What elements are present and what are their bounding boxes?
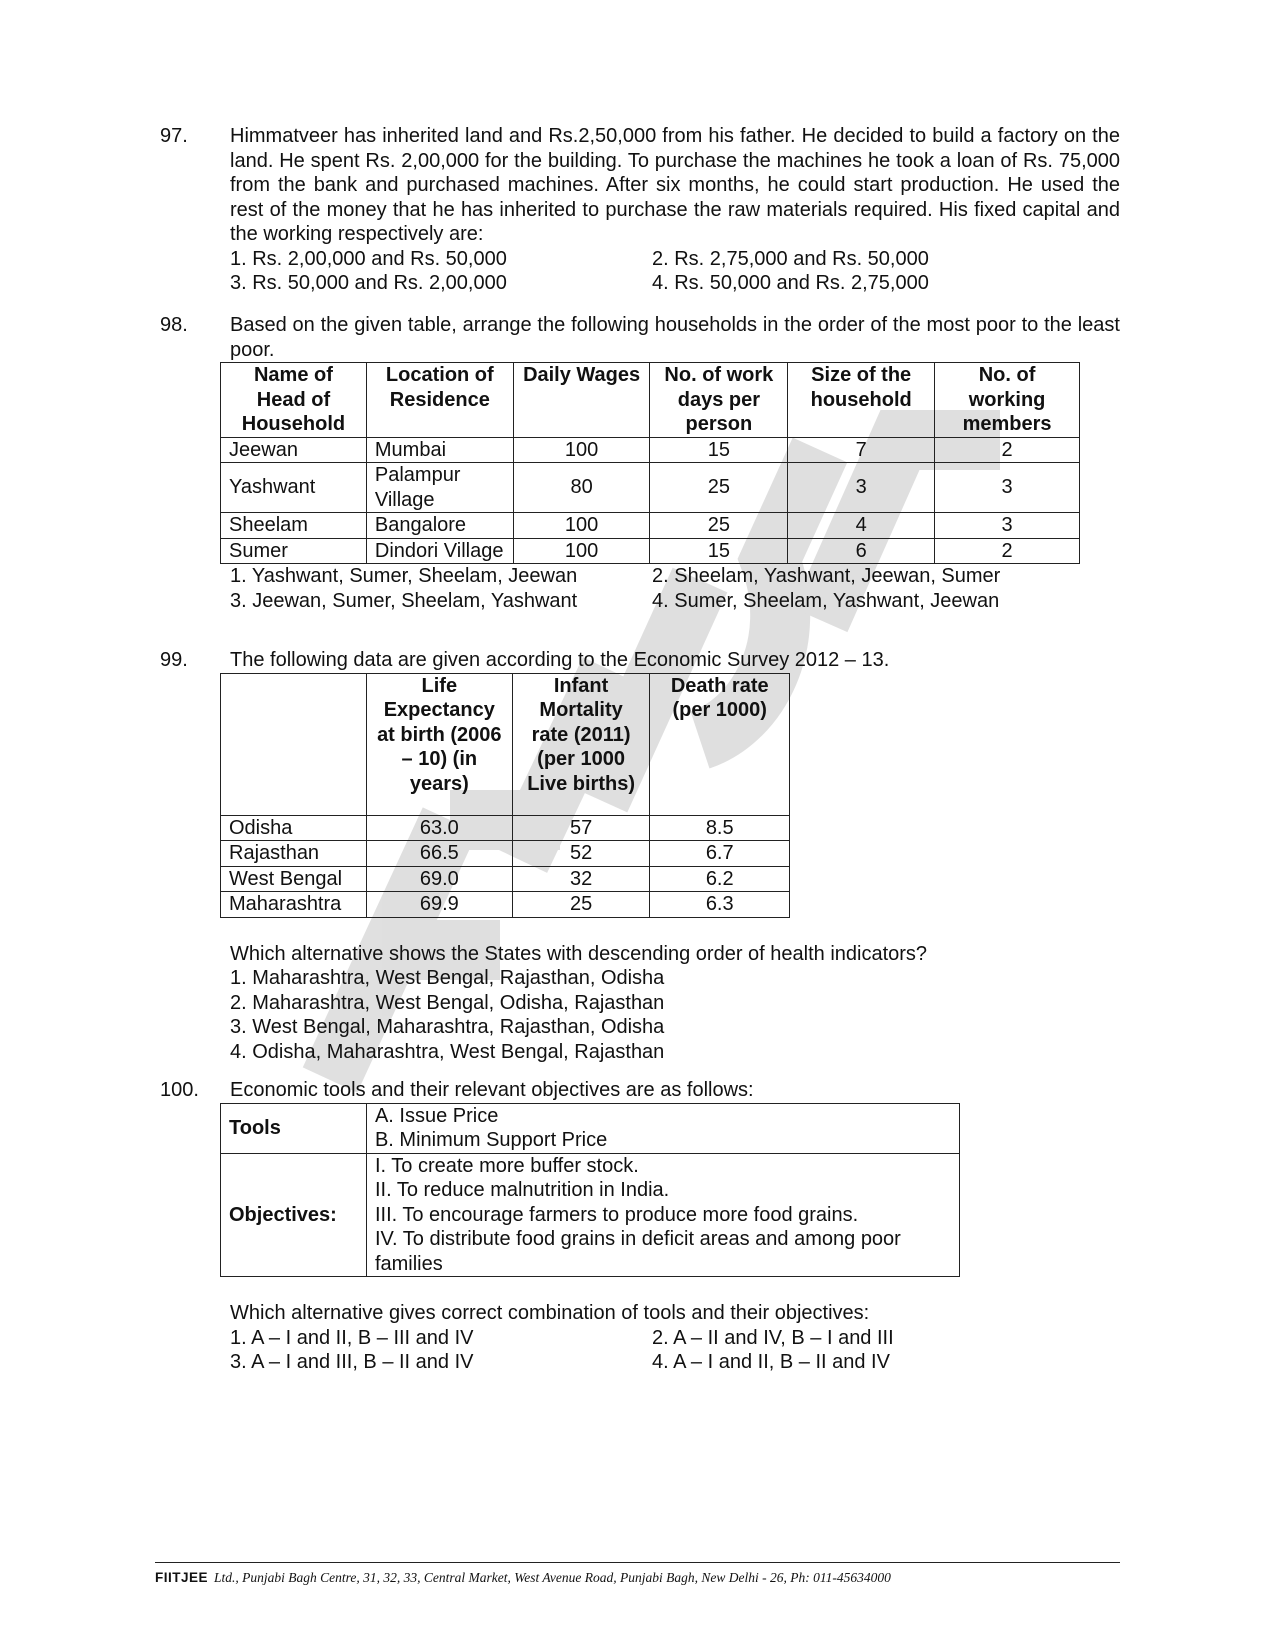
question-number: 99. <box>160 649 188 671</box>
option-4: 4. Sumer, Sheelam, Yashwant, Jeewan <box>652 589 1000 612</box>
table-header-row <box>221 673 790 815</box>
column-header: Size of the household <box>788 363 935 438</box>
table-cell: 3 <box>935 463 1080 513</box>
table-cell: 15 <box>650 538 788 564</box>
table-cell: 3 <box>788 463 935 513</box>
objectives-label: Objectives: <box>221 1153 367 1277</box>
table-cell: 69.0 <box>366 866 512 892</box>
table-row <box>221 841 790 867</box>
table-cell: 57 <box>512 815 650 841</box>
table-cell: 6 <box>788 538 935 564</box>
table-cell: 6.2 <box>650 866 790 892</box>
table-cell: 63.0 <box>366 815 512 841</box>
table-cell: 2 <box>935 538 1080 564</box>
tools-label: Tools <box>221 1103 367 1153</box>
table-cell: 66.5 <box>366 841 512 867</box>
column-header: Location of Residence <box>366 363 513 438</box>
table-cell: 25 <box>512 892 650 918</box>
table-cell: Odisha <box>221 815 367 841</box>
households-table <box>220 362 1080 564</box>
table-cell: 25 <box>650 513 788 539</box>
table-cell: 100 <box>513 513 650 539</box>
table-row <box>221 866 790 892</box>
option-1: 1. A – I and II, B – III and IV <box>230 1326 474 1349</box>
option-1: 1. Yashwant, Sumer, Sheelam, Jeewan <box>230 565 578 587</box>
option-1: 1. Rs. 2,00,000 and Rs. 50,000 <box>230 247 507 270</box>
option-4: 4. A – I and II, B – II and IV <box>652 1351 890 1373</box>
question-number: 100. <box>160 1079 199 1101</box>
page-footer <box>155 1562 1120 1586</box>
table-cell: 69.9 <box>366 892 512 918</box>
question-text: Himmatveer has inherited land and Rs.2,50,000 from his father. He decided to build a factory on the land. He spent Rs. 2,00,000 for the building. To purchase the machines he took a loan of Rs. 75,000 from the bank and purchased machines. After six months, he could start production. He used the rest of the money that he has inherited to purchase the raw materials required. His fixed capital and the working respectively are: <box>230 125 1120 245</box>
table-cell: Jeewan <box>221 437 367 463</box>
column-header: No. of working members <box>935 363 1080 438</box>
tool-item: B. Minimum Support Price <box>374 1129 608 1151</box>
option-2: 2. A – II and IV, B – I and III <box>652 1326 894 1349</box>
option-1: 1. Maharashtra, West Bengal, Rajasthan, Odisha <box>230 967 665 989</box>
option-2: 2. Sheelam, Yashwant, Jeewan, Sumer <box>652 565 1001 587</box>
option-3: 3. West Bengal, Maharashtra, Rajasthan, Odisha <box>230 1016 665 1038</box>
tools-list <box>366 1103 959 1153</box>
question-text: The following data are given according to the Economic Survey 2012 – 13. <box>230 649 890 671</box>
table-cell: 4 <box>788 513 935 539</box>
fiitjee-logo: FIITJEE <box>155 1570 209 1585</box>
table-row <box>221 538 1080 564</box>
objective-item: III. To encourage farmers to produce more food grains. <box>374 1203 859 1226</box>
objectives-list <box>366 1153 959 1277</box>
objectives-row <box>221 1153 960 1277</box>
table-cell: 2 <box>935 437 1080 463</box>
table-cell: 100 <box>513 437 650 463</box>
table-header-row <box>221 363 1080 438</box>
table-cell: Sumer <box>221 538 367 564</box>
tool-item: A. Issue Price <box>374 1104 499 1127</box>
table-cell: 3 <box>935 513 1080 539</box>
question-number: 98. <box>160 314 188 336</box>
table-cell: 15 <box>650 437 788 463</box>
option-3: 3. Jeewan, Sumer, Sheelam, Yashwant <box>230 589 578 612</box>
option-2: 2. Maharashtra, West Bengal, Odisha, Rajasthan <box>230 991 665 1014</box>
option-3: 3. Rs. 50,000 and Rs. 2,00,000 <box>230 272 507 294</box>
tools-row <box>221 1103 960 1153</box>
option-3: 3. A – I and III, B – II and IV <box>230 1351 474 1373</box>
options-grid <box>230 564 1120 613</box>
table-cell: 32 <box>512 866 650 892</box>
table-cell: 25 <box>650 463 788 513</box>
question-number: 97. <box>160 125 188 147</box>
health-indicators-table <box>220 673 790 918</box>
table-cell: Palampur Village <box>366 463 513 513</box>
tools-objectives-table <box>220 1103 960 1278</box>
table-cell: 7 <box>788 437 935 463</box>
table-row <box>221 463 1080 513</box>
column-header: Daily Wages <box>513 363 650 438</box>
option-2: 2. Rs. 2,75,000 and Rs. 50,000 <box>652 247 929 270</box>
table-cell: Bangalore <box>366 513 513 539</box>
table-cell: 6.7 <box>650 841 790 867</box>
objective-item: II. To reduce malnutrition in India. <box>374 1179 670 1201</box>
table-cell: Mumbai <box>366 437 513 463</box>
options-grid <box>230 247 1120 296</box>
column-header: Infant Mortality rate (2011) (per 1000 Live births) <box>512 673 650 815</box>
table-cell: Rajasthan <box>221 841 367 867</box>
table-row <box>221 513 1080 539</box>
table-cell: 100 <box>513 538 650 564</box>
table-cell: 6.3 <box>650 892 790 918</box>
option-4: 4. Odisha, Maharashtra, West Bengal, Rajasthan <box>230 1040 665 1063</box>
question-text: Based on the given table, arrange the following households in the order of the most poor to the least poor. <box>230 314 1120 361</box>
table-cell: Dindori Village <box>366 538 513 564</box>
table-cell: 52 <box>512 841 650 867</box>
column-header: Death rate (per 1000) <box>650 673 790 815</box>
column-header: Life Expectancy at birth (2006 – 10) (in years) <box>366 673 512 815</box>
footer-address: Ltd., Punjabi Bagh Centre, 31, 32, 33, Central Market, West Avenue Road, Punjabi Bagh, New Delhi - 26, Ph: 011-45634000 <box>214 1570 891 1585</box>
table-cell: Maharashtra <box>221 892 367 918</box>
options-grid <box>230 1326 1120 1375</box>
objective-item: I. To create more buffer stock. <box>374 1154 639 1177</box>
table-cell: West Bengal <box>221 866 367 892</box>
table-row <box>221 892 790 918</box>
objective-item: IV. To distribute food grains in deficit areas and among poor families <box>374 1228 901 1275</box>
table-row <box>221 815 790 841</box>
question-text: Economic tools and their relevant objectives are as follows: <box>230 1079 754 1101</box>
options-list <box>230 966 1120 1064</box>
option-4: 4. Rs. 50,000 and Rs. 2,75,000 <box>652 272 929 294</box>
table-cell: 8.5 <box>650 815 790 841</box>
question-prompt: Which alternative gives correct combination of tools and their objectives: <box>230 1302 870 1324</box>
table-cell: Sheelam <box>221 513 367 539</box>
table-cell: 80 <box>513 463 650 513</box>
column-header: No. of work days per person <box>650 363 788 438</box>
column-header: Name of Head of Household <box>221 363 367 438</box>
question-prompt: Which alternative shows the States with descending order of health indicators? <box>230 942 928 965</box>
table-cell: Yashwant <box>221 463 367 513</box>
column-header <box>221 673 367 815</box>
table-row <box>221 437 1080 463</box>
